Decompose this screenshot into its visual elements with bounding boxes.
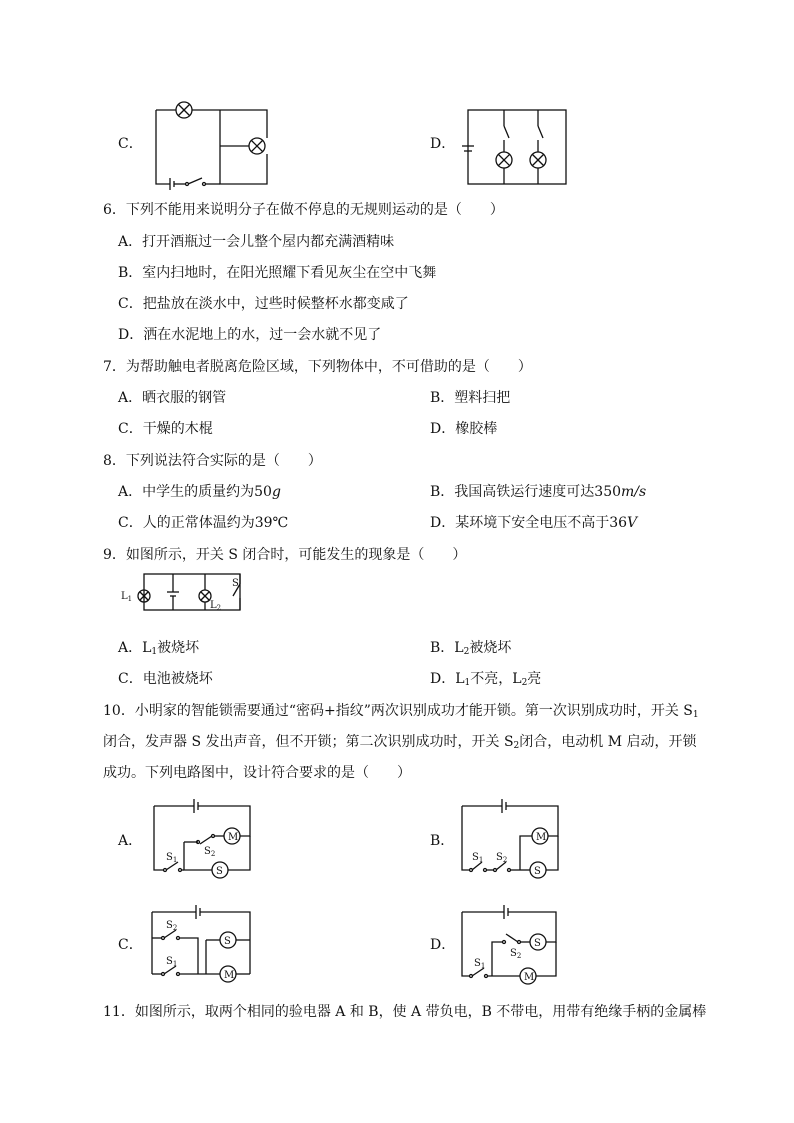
q9-option-d-sub1: 1 xyxy=(464,678,471,688)
q8-option-c: C．人的正常体温约为39℃ xyxy=(118,515,289,531)
q10-circuit-a xyxy=(150,796,260,882)
q5-option-c-label: C． xyxy=(118,136,143,152)
q8-option-b xyxy=(430,483,646,501)
q10-a-s1-label: $S_1$ xyxy=(166,852,178,864)
q10-d-s2-label: $S_2$ xyxy=(510,948,522,960)
q5-option-d-label: D． xyxy=(430,136,456,152)
q9-option-b xyxy=(430,639,511,661)
q9-option-a-pre: A．L xyxy=(118,640,152,656)
q9-s-label: S xyxy=(232,578,239,589)
q9-circuit xyxy=(120,570,250,620)
q5-circuit-d xyxy=(462,106,572,188)
q9-option-a-post: 被烧坏 xyxy=(157,640,200,656)
q10-a-sounder-label: S xyxy=(216,866,223,877)
q9-option-d-mid: 不亮，L xyxy=(470,671,522,687)
q9-option-c: C．电池被烧坏 xyxy=(118,671,213,687)
q9-option-b-pre: B．L xyxy=(430,640,464,656)
q10-b-sounder-label: S xyxy=(534,866,541,877)
q10-a-motor-label: M xyxy=(228,832,239,843)
q8-option-a xyxy=(118,483,281,501)
q10-option-b-label: B． xyxy=(430,833,455,849)
q7-option-c: C．干燥的木棍 xyxy=(118,421,213,437)
q8-option-d-text: D．某环境下安全电压不高于36 xyxy=(430,515,628,531)
q6-stem: 6．下列不能用来说明分子在做不停息的无规则运动的是（ ） xyxy=(103,202,504,218)
q10-b-motor-label: M xyxy=(536,832,547,843)
q10-option-c-label: C． xyxy=(118,937,143,953)
q9-option-d xyxy=(430,670,541,692)
q7-option-b: B．塑料扫把 xyxy=(430,390,511,406)
q9-l1-label: $L_1$ xyxy=(121,591,133,603)
q10-b-s1-label: $S_1$ xyxy=(472,852,484,864)
q6-option-b: B．室内扫地时，在阳光照耀下看见灰尘在空中飞舞 xyxy=(118,265,437,281)
q6-option-c: C．把盐放在淡水中，过些时候整杯水都变咸了 xyxy=(118,296,409,312)
q10-d-motor-label: M xyxy=(524,972,535,983)
q10-option-a-label: A． xyxy=(118,833,143,849)
q10-line2-post: 闭合，电动机 M 启动，开锁 xyxy=(519,734,697,750)
q10-c-s1-label: $S_1$ xyxy=(166,956,178,968)
q8-option-a-unit: g xyxy=(271,484,281,500)
q9-option-d-pre: D．L xyxy=(430,671,465,687)
q10-c-sounder-label: S xyxy=(224,936,231,947)
q10-a-s2-label: $S_2$ xyxy=(204,846,216,858)
q9-option-d-post: 亮 xyxy=(527,671,542,687)
q9-option-b-post: 被烧坏 xyxy=(469,640,512,656)
q10-line2 xyxy=(103,733,697,755)
q11-stem: 11．如图所示，取两个相同的验电器 A 和 B，使 A 带负电，B 不带电，用带有绝缘手柄的金属棒 xyxy=(103,1004,707,1020)
q10-d-sounder-label: S xyxy=(534,938,541,949)
q10-line1-sub: 1 xyxy=(692,710,699,720)
q10-b-s2-label: $S_2$ xyxy=(496,852,508,864)
q8-option-d-unit: V xyxy=(627,515,638,531)
q9-l2-label: $L_2$ xyxy=(210,600,222,612)
q5-circuit-c xyxy=(150,96,280,192)
q9-stem: 9．如图所示，开关 S 闭合时，可能发生的现象是（ ） xyxy=(103,547,467,563)
q7-stem: 7．为帮助触电者脱离危险区域，下列物体中，不可借助的是（ ） xyxy=(103,359,532,375)
q9-option-d-sub2: 2 xyxy=(521,678,528,688)
q8-option-d xyxy=(430,514,637,532)
q10-circuit-d xyxy=(458,902,568,986)
q10-circuit-b xyxy=(458,796,568,882)
q10-line1-text: 10．小明家的智能锁需要通过“密码+指纹”两次识别成功才能开锁。第一次识别成功时，开关 S xyxy=(103,703,693,719)
q10-line1 xyxy=(103,702,699,724)
q8-option-a-text: A．中学生的质量约为50 xyxy=(118,484,272,500)
q7-option-d: D．橡胶棒 xyxy=(430,421,498,437)
q9-option-a-sub: 1 xyxy=(151,647,158,657)
q8-stem: 8．下列说法符合实际的是（ ） xyxy=(103,453,322,469)
q10-line2-sub: 2 xyxy=(513,741,520,751)
q10-option-d-label: D． xyxy=(430,937,456,953)
q10-d-s1-label: $S_1$ xyxy=(474,958,486,970)
q9-option-a xyxy=(118,639,199,661)
q6-option-d: D．洒在水泥地上的水，过一会水就不见了 xyxy=(118,327,382,343)
q7-option-a: A．晒衣服的钢管 xyxy=(118,390,227,406)
q10-c-motor-label: M xyxy=(224,970,235,981)
q10-c-s2-label: $S_2$ xyxy=(166,920,178,932)
q8-option-b-text: B．我国高铁运行速度可达350 xyxy=(430,484,622,500)
q8-option-b-unit: m/s xyxy=(621,484,647,500)
q10-circuit-c xyxy=(146,902,260,986)
q9-option-b-sub: 2 xyxy=(463,647,470,657)
q6-option-a: A．打开酒瓶过一会儿整个屋内都充满酒精味 xyxy=(118,234,395,250)
q10-line2-text: 闭合，发声器 S 发出声音，但不开锁；第二次识别成功时，开关 S xyxy=(103,734,514,750)
q10-line3: 成功。下列电路图中，设计符合要求的是（ ） xyxy=(103,765,411,781)
